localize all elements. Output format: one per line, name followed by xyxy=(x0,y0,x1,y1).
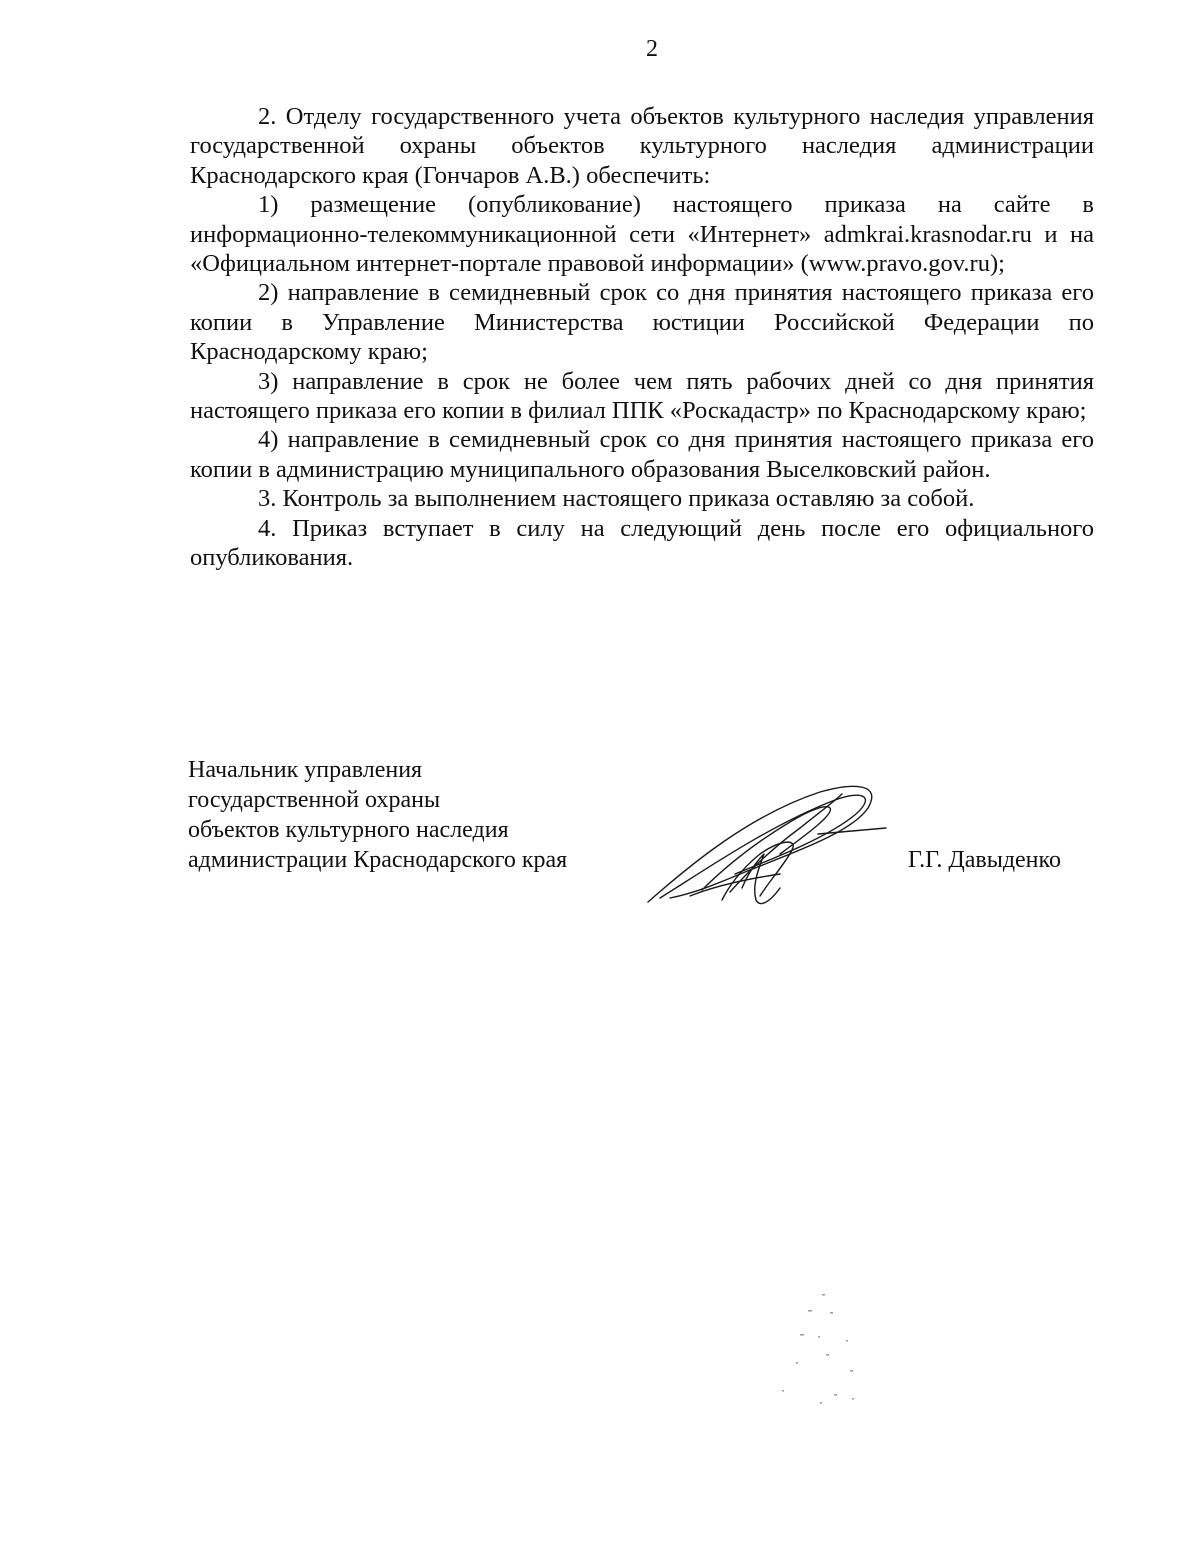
page-number: 2 xyxy=(646,36,658,62)
paragraph-subitem-2: 2) направление в семидневный срок со дня принятия настоящего приказа его копии в Управление Министерства юстиции Российской Федерации по Краснодарскому краю; xyxy=(190,279,1094,366)
handwritten-signature xyxy=(630,770,910,920)
signer-name: Г.Г. Давыденко xyxy=(908,847,1061,873)
signatory-position xyxy=(188,755,648,875)
paragraph-item-2: 2. Отделу государственного учета объектов культурного наследия управления государственной охраны объектов культурного наследия администрации Краснодарского края (Гончаров А.В.) обеспечить: xyxy=(190,103,1094,189)
paragraph-item-3: 3. Контроль за выполнением настоящего приказа оставляю за собой. xyxy=(258,485,975,513)
scan-noise xyxy=(760,1290,880,1470)
paragraph-subitem-4: 4) направление в семидневный срок со дня принятия настоящего приказа его копии в администрацию муниципального образования Выселковский район. xyxy=(190,426,1094,483)
signatory-position-line: объектов культурного наследия xyxy=(188,817,509,843)
signatory-position-line: администрации Краснодарского края xyxy=(188,847,568,873)
paragraph-item-4: 4. Приказ вступает в силу на следующий день после его официального опубликования. xyxy=(190,514,1094,572)
signatory-position-line: Начальник управления xyxy=(188,757,423,783)
document-body xyxy=(190,102,1094,573)
signatory-position-line: государственной охраны xyxy=(188,787,441,813)
paragraph-subitem-1: 1) размещение (опубликование) настоящего приказа на сайте в информационно-телекоммуникационной сети «Интернет» admkrai.krasnodar.ru и на «Официальном интернет-портале правовой информации» (www.pravo.gov.ru); xyxy=(190,191,1094,278)
paragraph-subitem-3: 3) направление в срок не более чем пять рабочих дней со дня принятия настоящего приказа его копии в филиал ППК «Роскадастр» по Краснодарскому краю; xyxy=(190,367,1094,425)
